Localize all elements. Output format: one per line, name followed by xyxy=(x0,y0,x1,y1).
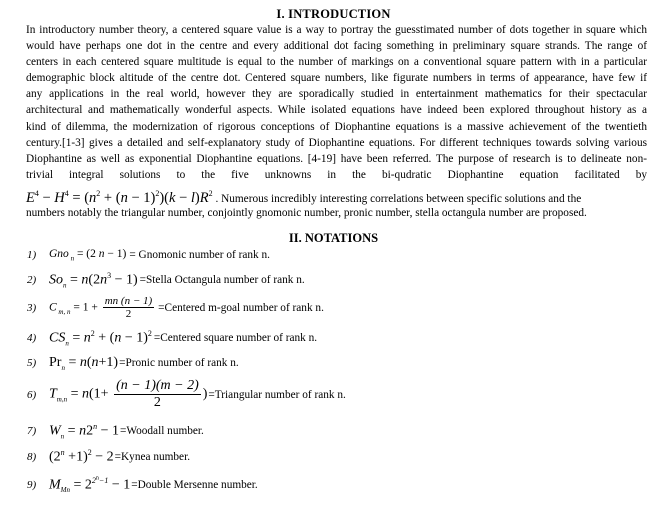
notation-number: 2) xyxy=(27,274,37,287)
intro-equation-suffix: . Numerous incredibly interesting correlations between specific solutions and the xyxy=(215,192,582,205)
notation-formula: $W_n = n2^n - 1$ xyxy=(49,422,119,441)
notation-formula: $T_{m,n} = n(1+$ $\frac{(n - 1)(m - 2)}{2}$ ) xyxy=(49,378,208,410)
fraction: $\frac{(n - 1)(m - 2)}{2}$ xyxy=(116,378,199,410)
notation-description: =Triangular number of rank n. xyxy=(208,388,346,401)
notation-item xyxy=(27,355,239,372)
notation-item xyxy=(27,295,324,321)
main-equation: $E^4 - H^4 = (n^2 + (n - 1)^2)(k - l)R^2$ xyxy=(26,188,213,206)
notation-item xyxy=(27,422,204,440)
introduction-paragraph xyxy=(26,22,647,221)
intro-line: centers in each centered square multitude is equal to the number of markings on a conventional square pattern with in a particular xyxy=(26,56,647,69)
notation-number: 8) xyxy=(27,450,37,463)
intro-line: any applications in the real world, however they are sporadically studied in entertainment mathematics for their spectacular xyxy=(26,88,647,101)
intro-line: architectural and mathematically wonderful aspects. While isolated equations have indeed been explored throughout history as a xyxy=(26,104,647,117)
intro-line: would have perhaps one dot in the centre and every additional dot facing something in preliminary square strands. The range of xyxy=(26,40,647,53)
intro-equation-line xyxy=(26,183,647,205)
notation-item xyxy=(27,329,317,347)
notation-formula: $M_{Mn} = 2^{2^n-1} - 1$ xyxy=(49,475,131,495)
notation-formula: Gno $_n$ = (2 n − 1) xyxy=(49,248,127,263)
intro-line: Diophantine as well as exponential Diophantine equations. [4-19] have been referred. The purpose of research is to delineate non- xyxy=(26,152,647,165)
notation-description: = Gnomonic number of rank n. xyxy=(129,249,270,262)
notation-number: 3) xyxy=(27,302,37,314)
intro-line: kind of dilemma, the modernization of rigorous conceptions of Diophantine equations is a massive achievement of the twentieth xyxy=(26,120,647,133)
notation-number: 5) xyxy=(27,357,37,370)
notations-heading: II. NOTATIONS xyxy=(288,231,379,245)
notation-item xyxy=(27,271,305,289)
notation-formula: C $_{m, n}$ = 1 + $\frac{mn (n - 1)}{2}$ xyxy=(49,295,153,320)
notation-description: =Double Mersenne number. xyxy=(131,478,258,491)
notation-formula: $So_n = n(2n^3 - 1)$ xyxy=(49,271,138,290)
notation-number: 6) xyxy=(27,388,37,401)
notation-description: =Pronic number of rank n. xyxy=(119,357,239,370)
notation-description: =Stella Octangula number of rank n. xyxy=(139,274,305,287)
intro-line: trivial integral solutions to the five unknowns in the bi-qudratic Diophantine equation facilitated by xyxy=(26,168,647,181)
notation-description: =Woodall number. xyxy=(119,425,204,438)
notation-formula: $CS_n = n^2 + (n - 1)^2$ xyxy=(49,329,152,348)
intro-line: demographic block altitude of the centre dot. Centered square numbers, like figurate numbers in terms of appearance, have few if xyxy=(26,72,647,85)
notation-formula: $Pr_n = n(n+1)$ xyxy=(49,355,119,372)
notation-item xyxy=(27,448,190,466)
fraction: $\frac{mn (n - 1)}{2}$ xyxy=(104,295,153,320)
notation-number: 4) xyxy=(27,332,37,345)
notation-item xyxy=(27,378,346,411)
introduction-heading: I. INTRODUCTION xyxy=(276,7,391,21)
notation-number: 9) xyxy=(27,478,37,491)
notation-description: =Centered m-goal number of rank n. xyxy=(158,302,324,314)
intro-line: numbers notably the triangular number, conjointly gnomonic number, pronic number, stella octangula number are proposed. xyxy=(26,206,587,219)
notation-description: =Centered square number of rank n. xyxy=(153,332,318,345)
notation-number: 7) xyxy=(27,425,37,438)
notation-item xyxy=(27,475,258,494)
notation-formula: $(2^n +1)^2 - 2$ xyxy=(49,448,114,465)
intro-line: century.[1-3] gives a detailed and self-explanatory study of Diophantine equations. For different techniques towards solving various xyxy=(26,136,647,149)
notation-description: =Kynea number. xyxy=(114,450,191,463)
notation-number: 1) xyxy=(27,249,37,262)
notation-item xyxy=(27,248,270,262)
intro-line: In introductory number theory, a centered square value is a way to portray the guesstimated number of dots together in square which xyxy=(26,24,647,36)
